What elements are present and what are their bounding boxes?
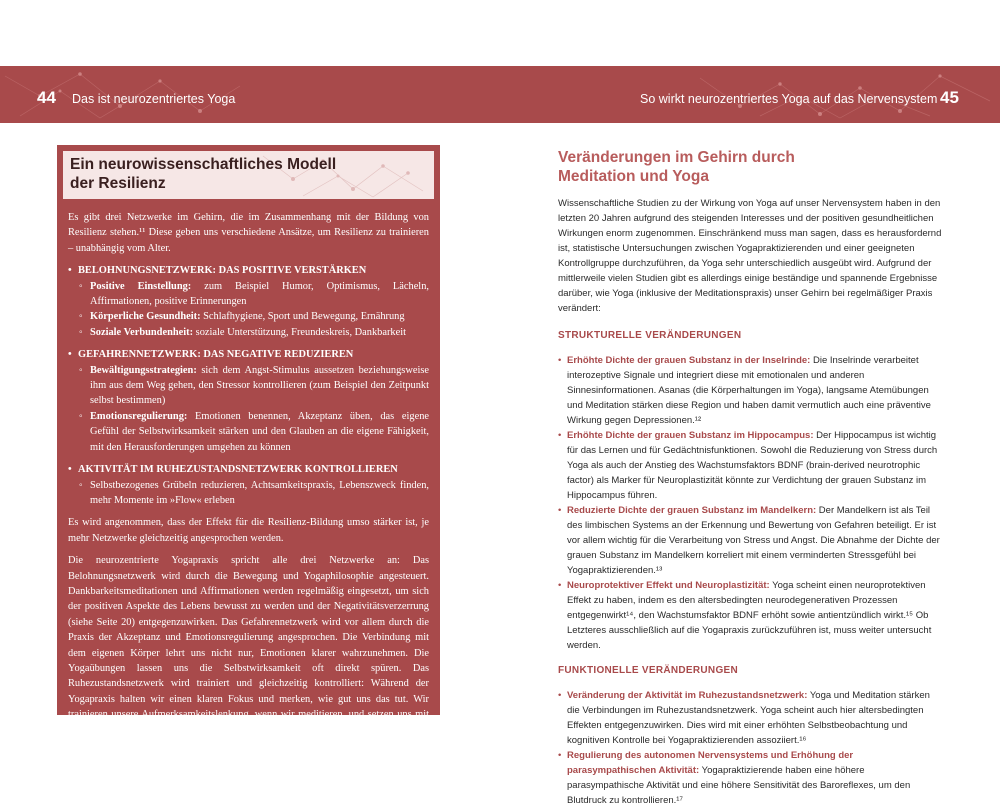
item-term: Körperliche Gesundheit: — [90, 311, 201, 323]
item-term: Neuroprotektiver Effekt und Neuroplastizität: — [567, 580, 770, 591]
list-item — [558, 428, 943, 503]
item-text: Der Mandelkern ist als Teil des limbischen Systems an der Erkennung und Bewertung von Gefahren beteiligt. Er ist vor allem wichtig für die Verarbeitung von Stress und Angst. Die Abnahme der Dichte der grauen Substanz im Mandelkern korreliert mit einem verminderten Stressgefühl bei Yogapraktizierenden.¹³ — [567, 505, 940, 576]
item-term: Reduzierte Dichte der grauen Substanz im Mandelkern: — [567, 505, 817, 516]
box-title-line-1: Ein neurowissenschaftliches Modell — [70, 156, 337, 173]
item-term: Positive Einstellung: — [90, 280, 192, 292]
box-paragraph-3 — [68, 553, 429, 738]
box-title-line-2: der Resilienz — [70, 175, 166, 192]
right-heading — [558, 148, 943, 186]
network-title: • BELOHNUNGSNETZWERK: DAS POSITIVE VERSTÄRKEN — [68, 263, 429, 278]
item-text: Selbstbezogenes Grübeln reduzieren, Achtsamkeitspraxis, Lebenszweck finden, mehr Momente im »Flow« erleben — [90, 479, 429, 506]
network-title: • GEFAHRENNETZWERK: DAS NEGATIVE REDUZIEREN — [68, 347, 429, 362]
item-text: soziale Unterstützung, Freundeskreis, Dankbarkeit — [193, 326, 407, 338]
list-item — [558, 578, 943, 653]
network-item — [68, 325, 429, 340]
network-item — [68, 279, 429, 310]
box-intro: Es gibt drei Netzwerke im Gehirn, die im Zusammenhang mit der Bildung von Resilienz stehen.¹¹ Diese geben uns verschiedene Ansätze, um Resilienz zu trainieren – unabhängig vom Alter. — [68, 212, 429, 254]
right-intro: Wissenschaftliche Studien zu der Wirkung von Yoga auf unser Nervensystem haben in den letzten 20 Jahren aufgrund des steigenden Interesses und der positiven gesundheitlichen Wirkungen enorm zugenommen. Einschränkend muss man sagen, dass es herausfordernd ist, statistische Untersuchungen zwischen Yogapraktizierenden und einer geeigneten Kontrollgruppe durchzuführen, da Yoga sehr unterschiedlich ausgeübt wird. Aufgrund der mittlerweile vielen Studien gibt es allerdings einige beständige und spannende Ergebnisse darüber, wie Yoga (inklusive der Meditationspraxis) unser Gehirn bei regelmäßiger Praxis verändert: — [558, 198, 942, 314]
item-text: zum Beispiel Humor, Optimismus, Lächeln, Affirmationen, positive Erinnerungen — [90, 280, 429, 308]
left-running-title: Das ist neurozentriertes Yoga — [72, 92, 236, 106]
network-item — [68, 309, 429, 324]
item-text: Yogapraktizierende haben eine höhere parasympathische Aktivität und eine höhere Sensitivität des Baroreflexes, um den Blutdruck zu kontrollieren.¹⁷ — [567, 765, 911, 806]
item-term: Veränderung der Aktivität im Ruhezustandsnetzwerk: — [567, 690, 808, 701]
right-column — [558, 148, 943, 808]
item-text: Der Hippocampus ist wichtig für das Lernen und für Gedächtnisfunktionen. Sowohl die Reduzierung von Stress durch Yoga als auch der Anstieg des Wachstumsfaktors BDNF (brain-derived neurotrophic factor) als Marker für Neuroplastizität könnte zur Verdichtung der grauen Substanz im Hippocampus führen. — [567, 430, 938, 501]
network-item — [68, 409, 429, 455]
section-structural-heading: STRUKTURELLE VERÄNDERUNGEN — [558, 330, 742, 341]
resilience-info-box — [57, 145, 440, 736]
network-danger — [68, 347, 429, 455]
item-term: Emotionsregulierung: — [90, 410, 188, 422]
item-text: Emotionen benennen, Akzeptanz üben, das eigene Gefühl der Selbstwirksamkeit stärken und den Glauben an die eigene Fähigkeit, mit den Herausforderungen umgehen zu können — [90, 410, 429, 453]
item-text: Yoga und Meditation stärken die Verbindungen im Ruhezustandsnetzwerk. Yoga scheint auch hier altersbedingten Effekten entgegenzuwirken. Dies wird mit einer erhöhten Selbstbeobachtung und kognitiven Kontrolle bei Yogapraktizierenden assoziiert.¹⁶ — [567, 690, 930, 746]
item-text: Schlafhygiene, Sport und Bewegung, Ernährung — [200, 311, 405, 323]
box-header — [63, 151, 434, 199]
network-item — [68, 363, 429, 409]
network-reward — [68, 263, 429, 340]
list-item — [558, 688, 943, 748]
para3-text: Die neurozentrierte Yogapraxis spricht alle drei Netzwerke an: Das Belohnungsnetzwerk wird durch die Bewegung und Yogaphilosophie angesteuert. Dankbarkeitsmeditationen und Affirmationen werden regelmäßig eingesetzt, um sich der positiven Aspekte des Lebens bewusst zu werden und der Negativitätsverzerrung (siehe Seite 20) entgegenzuwirken. Das Gefahrennetzwerk wird vor allem durch die Praxis der Akzeptanz und Emotionsregulierung angesprochen. Die Verbindung mit dem eigenen Körper lehrt uns nicht nur, Emotionen klarer wahrzunehmen. Die Yogaübungen lassen uns die Selbstwirksamkeit oft direkt spüren. Das Ruhezustandsnetzwerk wird trainiert und gleichzeitig kontrolliert: Während der Yogapraxis halten wir einen klaren Fokus und merken, wie gut uns das tut. Wir trainieren unsere Aufmerksamkeitslenkung, wenn wir meditieren, und setzen uns mit unserem eigenen — [68, 555, 429, 736]
network-default-mode — [68, 462, 429, 508]
box-body — [57, 199, 440, 738]
item-text: Yoga scheint einen neuroprotektiven Effekt zu haben, indem es den altersbedingten neurodegenerativen Prozessen entgegenwirkt¹⁴, den Wachstumsfaktor BDNF erhöht sowie antientzündlich wirkt.¹⁵ Ob Letzteres ausschließlich auf die Yogapraxis zurückzuführen ist, muss weiter untersucht werden. — [567, 580, 932, 651]
item-text: sich dem Angst-Stimulus aussetzen beziehungsweise ihm aus dem Weg gehen, den Stressor kontrollieren (zum Beispiel den Zeitpunkt selbst bestimmen) — [90, 364, 429, 407]
para3-end: , unserem Lebenszweck, auseinander. — [175, 724, 332, 736]
network-item — [68, 478, 429, 509]
network-title: • AKTIVITÄT IM RUHEZUSTANDSNETZWERK KONTROLLIEREN — [68, 462, 429, 477]
item-term: Erhöhte Dichte der grauen Substanz in der Inselrinde: — [567, 355, 811, 366]
item-term: Regulierung des autonomen Nervensystems und Erhöhung der parasympathischen Aktivität: — [567, 750, 854, 776]
item-term: Bewältigungsstrategien: — [90, 364, 197, 376]
item-term: Soziale Verbundenheit: — [90, 326, 194, 338]
list-item — [558, 353, 943, 428]
list-item — [558, 748, 943, 808]
list-item — [558, 503, 943, 578]
item-term: Erhöhte Dichte der grauen Substanz im Hippocampus: — [567, 430, 814, 441]
right-page-number: 45 — [940, 88, 959, 107]
box-title — [70, 155, 336, 193]
item-text: Die Inselrinde verarbeitet interozeptive Signale und integriert diese mit emotionalen und anderen Sinnesinformationen. Asanas (die Körperhaltungen im Yoga), langsame Atemübungen und Meditation stärken diese Region und haben damit vermutlich auch eine präventive Wirkung gegen Depressionen.¹² — [567, 355, 931, 426]
right-running-title: So wirkt neurozentriertes Yoga auf das Nervensystem — [640, 92, 938, 106]
box-paragraph-2: Es wird angenommen, dass der Effekt für die Resilienz-Bildung umso stärker ist, je mehr Netzwerke gleichzeitig angesprochen werden. — [68, 517, 429, 544]
dharma-term: Dharma — [140, 724, 176, 736]
left-page-number: 44 — [37, 88, 56, 107]
right-heading-line-2: Meditation und Yoga — [558, 168, 709, 185]
right-heading-line-1: Veränderungen im Gehirn durch — [558, 149, 795, 166]
section-functional-heading: FUNKTIONELLE VERÄNDERUNGEN — [558, 665, 739, 676]
